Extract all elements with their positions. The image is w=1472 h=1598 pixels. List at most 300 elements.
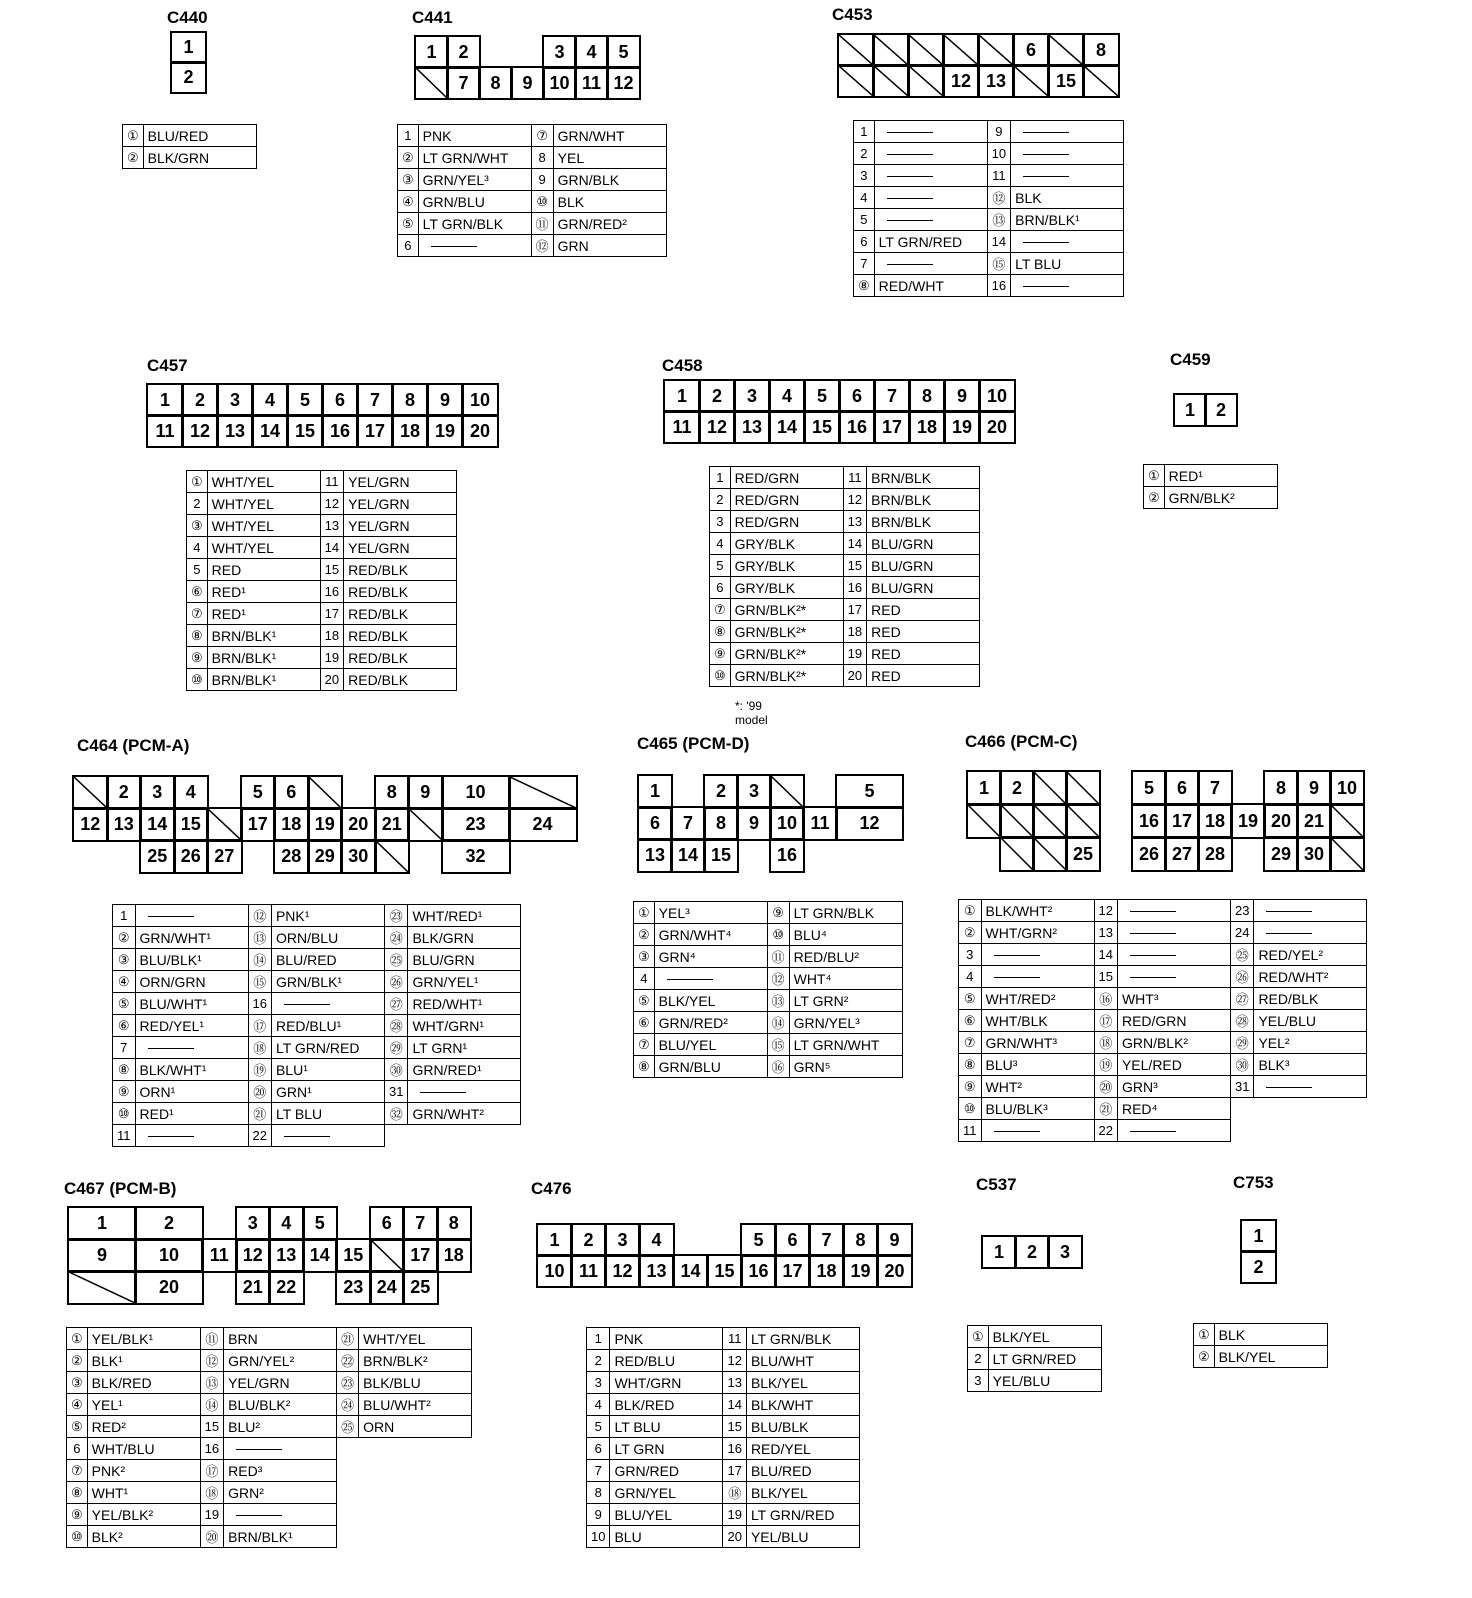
pin-number: ④ [113, 971, 136, 993]
pinout-row [113, 1081, 521, 1103]
terminal-1: 1 [537, 1224, 572, 1256]
terminal-13: 13 [734, 411, 770, 443]
pinout-row [398, 191, 667, 213]
pinout-row [634, 924, 903, 946]
terminal-1: 1 [664, 380, 700, 412]
empty-cell [408, 1125, 521, 1147]
terminal-28: 28 [1198, 837, 1232, 871]
terminal-1: 1 [982, 1236, 1016, 1268]
blank-cavity [370, 1239, 405, 1272]
wire-none [1023, 286, 1069, 287]
pin-number: 14 [1094, 944, 1117, 966]
pin-number: 8 [531, 147, 553, 169]
wire-none [284, 1136, 330, 1137]
pin-number: 13 [1094, 922, 1117, 944]
pin-number: 8 [587, 1482, 610, 1504]
pinout-row [710, 467, 980, 489]
wire-color: RED/GRN [730, 489, 843, 511]
pinout-row [187, 471, 457, 493]
pinout-row [113, 905, 521, 927]
wire-color: RED/BLK [344, 603, 457, 625]
wire-color: BLK/YEL [1214, 1346, 1327, 1368]
terminal-13: 13 [638, 839, 672, 872]
wire-none [887, 220, 933, 221]
pin-number: ⑦ [187, 603, 208, 625]
pin-number: 4 [587, 1394, 610, 1416]
terminal-2: 2 [182, 384, 218, 416]
pin-number: 7 [854, 253, 875, 275]
wire-none [1130, 977, 1176, 978]
pinout-row [398, 147, 667, 169]
terminal-8: 8 [704, 807, 738, 840]
pin-number: 23 [1230, 900, 1253, 922]
pinout-row [634, 1034, 903, 1056]
pin-number: 6 [587, 1438, 610, 1460]
terminal-6: 6 [839, 380, 875, 412]
terminal-9: 9 [68, 1239, 136, 1272]
wire-color: RED⁴ [1117, 1098, 1230, 1120]
pin-number: ⑰ [248, 1015, 271, 1037]
wire-none [236, 1449, 282, 1450]
wire-color: BLU/RED [143, 125, 256, 147]
terminal-5: 5 [241, 776, 276, 809]
wire-color [135, 1125, 248, 1147]
pin-number: ⑨ [767, 902, 789, 924]
wire-color [1011, 275, 1124, 297]
blank-cavity [1083, 65, 1119, 97]
blank-cavity [308, 776, 343, 809]
wire-color: BLK/GRN [408, 927, 521, 949]
terminal-2: 2 [1241, 1251, 1276, 1283]
pin-number: ⑧ [67, 1482, 88, 1504]
blank-cavity [838, 65, 874, 97]
wire-none [1266, 1087, 1312, 1088]
pin-number: 5 [587, 1416, 610, 1438]
pinout-row [113, 993, 521, 1015]
terminal-8: 8 [909, 380, 945, 412]
wire-color: RED/GRN [730, 467, 843, 489]
wire-color: LT GRN² [789, 990, 902, 1012]
pin-number: ㉖ [1230, 966, 1253, 988]
wire-color: BLK/RED [87, 1372, 200, 1394]
pin-number: ㉜ [384, 1103, 407, 1125]
terminal-15: 15 [707, 1255, 742, 1287]
pinout-table [958, 899, 1367, 1142]
wire-color: WHT/RED¹ [408, 905, 521, 927]
pinout-row [587, 1438, 860, 1460]
wire-color [1011, 143, 1124, 165]
pin-number: 6 [67, 1438, 88, 1460]
terminal-30: 30 [1297, 837, 1331, 871]
wire-color: WHT/YEL [207, 471, 320, 493]
wire-color [981, 966, 1094, 988]
terminal-18: 18 [909, 411, 945, 443]
terminal-3: 3 [734, 380, 770, 412]
wire-color: GRN/RED² [553, 213, 666, 235]
terminal-9: 9 [944, 380, 980, 412]
pin-number: ⑧ [854, 275, 875, 297]
pin-number: ① [187, 471, 208, 493]
wire-color: GRN/WHT² [408, 1103, 521, 1125]
wire-color: WHT/YEL [207, 537, 320, 559]
wire-none [1023, 176, 1069, 177]
pinout-row [187, 647, 457, 669]
wire-color: LT GRN¹ [408, 1037, 521, 1059]
blank-cavity [1330, 804, 1364, 838]
pin-number: ① [1144, 465, 1165, 487]
terminal-6: 6 [775, 1224, 810, 1256]
wire-none [887, 198, 933, 199]
pinout-row [67, 1350, 472, 1372]
terminal-25: 25 [140, 840, 175, 873]
pin-number: ㉔ [384, 927, 407, 949]
wire-color: GRN/BLK¹ [271, 971, 384, 993]
pin-number: ⑤ [67, 1416, 88, 1438]
wire-color: YEL/GRN [344, 515, 457, 537]
wire-color: GRN/BLK² [1164, 487, 1277, 509]
pin-number: 10 [987, 143, 1010, 165]
pin-number: ⑰ [1094, 1010, 1117, 1032]
terminal-26: 26 [174, 840, 209, 873]
connector-face [537, 1224, 911, 1286]
blank-cavity [207, 808, 242, 841]
terminal-17: 17 [357, 415, 393, 447]
pin-number: ⑦ [634, 1034, 655, 1056]
terminal-17: 17 [874, 411, 910, 443]
pinout-table [122, 124, 257, 169]
wire-color: GRN/RED¹ [408, 1059, 521, 1081]
pin-number: 4 [854, 187, 875, 209]
terminal-9: 9 [427, 384, 463, 416]
pinout-row [959, 966, 1367, 988]
pin-number: 12 [723, 1350, 746, 1372]
pinout-row [587, 1460, 860, 1482]
pinout-row [959, 1076, 1367, 1098]
pin-number: ⑦ [959, 1032, 982, 1054]
wire-color: GRN/BLK²* [730, 643, 843, 665]
wire-color: BLK/YEL [746, 1372, 859, 1394]
pin-number: ⑯ [1094, 988, 1117, 1010]
pinout-row [959, 1054, 1367, 1076]
terminal-7: 7 [1198, 771, 1232, 805]
pin-number: 22 [248, 1125, 271, 1147]
terminal-20: 20 [1264, 804, 1298, 838]
wire-color [981, 944, 1094, 966]
terminal-9: 9 [511, 67, 544, 99]
blank-cavity [978, 34, 1014, 66]
pin-number: 11 [320, 471, 343, 493]
wire-color: RED [867, 621, 980, 643]
connector-face [982, 1236, 1081, 1267]
pinout-row [187, 603, 457, 625]
terminal-21: 21 [1297, 804, 1331, 838]
wire-color: YEL/BLU [746, 1526, 859, 1548]
connector-face [68, 1207, 504, 1303]
wire-none [887, 264, 933, 265]
wire-none [887, 132, 933, 133]
wire-color [1117, 900, 1230, 922]
blank-cavity [1048, 34, 1084, 66]
terminal-18: 18 [437, 1239, 472, 1272]
terminal-12: 12 [605, 1255, 640, 1287]
pin-number: ② [959, 922, 982, 944]
pin-number: 6 [710, 577, 731, 599]
pin-number: 11 [843, 467, 866, 489]
pin-number: ① [1194, 1324, 1215, 1346]
connector-title: C476 [531, 1179, 572, 1198]
pin-number: ⑲ [248, 1059, 271, 1081]
terminal-1: 1 [638, 775, 672, 808]
terminal-12: 12 [943, 65, 979, 97]
pin-number: ② [1144, 487, 1165, 509]
pin-number: ⑬ [200, 1372, 223, 1394]
wire-color: PNK [610, 1328, 723, 1350]
terminal-9: 9 [877, 1224, 912, 1256]
wire-color [874, 187, 987, 209]
pinout-row [187, 515, 457, 537]
terminal-4: 4 [769, 380, 805, 412]
terminal-10: 10 [462, 384, 498, 416]
wire-color: YEL² [1254, 1032, 1367, 1054]
wire-color: BLK [1011, 187, 1124, 209]
wire-color: YEL³ [654, 902, 767, 924]
pinout-row [587, 1328, 860, 1350]
terminal-8: 8 [1264, 771, 1298, 805]
wire-color: BLU¹ [271, 1059, 384, 1081]
wire-color: LT GRN/RED [988, 1348, 1101, 1370]
wire-color [1117, 966, 1230, 988]
pinout-row [634, 1012, 903, 1034]
terminal-10: 10 [537, 1255, 572, 1287]
wire-color: GRN/BLK²* [730, 665, 843, 687]
wire-color: RED/BLK [344, 669, 457, 691]
pin-number: 15 [200, 1416, 223, 1438]
pin-number: 5 [854, 209, 875, 231]
terminal-12: 12 [236, 1239, 271, 1272]
wire-none [1130, 955, 1176, 956]
blank-cavity [1066, 804, 1100, 838]
wire-color: RED [867, 665, 980, 687]
pinout-row [67, 1482, 472, 1504]
terminal-4: 4 [269, 1207, 304, 1240]
empty-cell [384, 1125, 407, 1147]
blank-cavity [415, 67, 448, 99]
wire-color: RED/GRN [730, 511, 843, 533]
pinout-row [187, 559, 457, 581]
pinout-row [710, 599, 980, 621]
pin-number: 22 [1094, 1120, 1117, 1142]
terminal-6: 6 [370, 1207, 405, 1240]
pin-number: ㉑ [337, 1328, 359, 1350]
wire-none [1130, 911, 1176, 912]
wire-color: BRN/BLK¹ [1011, 209, 1124, 231]
wire-color: BRN [224, 1328, 337, 1350]
pin-number: ② [398, 147, 419, 169]
terminal-21: 21 [236, 1271, 271, 1304]
terminal-3: 3 [605, 1224, 640, 1256]
pinout-table [633, 901, 903, 1078]
wire-color: GRN/WHT³ [981, 1032, 1094, 1054]
wire-none [994, 977, 1040, 978]
wire-color: ORN/GRN [135, 971, 248, 993]
terminal-7: 7 [403, 1207, 438, 1240]
terminal-17: 17 [1165, 804, 1199, 838]
wire-color: PNK² [87, 1460, 200, 1482]
pin-number: ⑤ [398, 213, 419, 235]
terminal-17: 17 [775, 1255, 810, 1287]
wire-color: WHT² [981, 1076, 1094, 1098]
terminal-1: 1 [1174, 394, 1206, 426]
blank-cavity [770, 775, 804, 808]
terminal-13: 13 [978, 65, 1014, 97]
terminal-19: 19 [1231, 804, 1265, 838]
terminal-20: 20 [462, 415, 498, 447]
terminal-20: 20 [979, 411, 1015, 443]
pin-number: 6 [854, 231, 875, 253]
pin-number: 15 [723, 1416, 746, 1438]
wire-color: LT GRN/RED [271, 1037, 384, 1059]
connector-face [967, 771, 1363, 870]
pinout-row [587, 1482, 860, 1504]
wire-color: LT BLU [271, 1103, 384, 1125]
pin-number: ⑩ [710, 665, 731, 687]
pin-number: 11 [959, 1120, 982, 1142]
pinout-row [587, 1394, 860, 1416]
wire-color [1117, 1120, 1230, 1142]
pinout-row [968, 1348, 1102, 1370]
pin-number: 12 [843, 489, 866, 511]
wire-color: BLK/BLU [359, 1372, 472, 1394]
terminal-25: 25 [403, 1271, 438, 1304]
pin-number: ⑱ [723, 1482, 746, 1504]
pinout-row [854, 275, 1124, 297]
pin-number: 13 [320, 515, 343, 537]
pin-number: 3 [710, 511, 731, 533]
pin-number: ⑮ [987, 253, 1010, 275]
wire-color [981, 1120, 1094, 1142]
terminal-2: 2 [699, 380, 735, 412]
terminal-4: 4 [575, 36, 608, 68]
terminal-29: 29 [308, 840, 343, 873]
pinout-row [587, 1526, 860, 1548]
pinout-row [1194, 1324, 1328, 1346]
wire-color: YEL [553, 147, 666, 169]
pin-number: ⑬ [987, 209, 1010, 231]
terminal-27: 27 [207, 840, 242, 873]
pin-number: 20 [843, 665, 866, 687]
pin-number: ⑭ [767, 1012, 789, 1034]
wire-color: BLK² [87, 1526, 200, 1548]
pin-number: 20 [723, 1526, 746, 1548]
pinout-table [186, 470, 457, 691]
wire-color [1254, 1076, 1367, 1098]
wire-color: RED¹ [207, 603, 320, 625]
wire-none [1023, 242, 1069, 243]
connector-title: C458 [662, 356, 703, 375]
wire-color: RED/BLK [344, 625, 457, 647]
pinout-row [634, 946, 903, 968]
pin-number: 3 [854, 165, 875, 187]
pin-number: 9 [987, 121, 1010, 143]
pinout-row [398, 213, 667, 235]
terminal-11: 11 [202, 1239, 237, 1272]
wire-color: LT GRN/BLK [746, 1328, 859, 1350]
wire-color: RED/BLU [610, 1350, 723, 1372]
wire-color [874, 253, 987, 275]
wire-color: YEL/BLU [988, 1370, 1101, 1392]
wire-none [284, 1004, 330, 1005]
terminal-7: 7 [809, 1224, 844, 1256]
blank-cavity [68, 1271, 136, 1304]
wire-color [874, 165, 987, 187]
terminal-10: 10 [770, 807, 804, 840]
pin-number: ⑫ [200, 1350, 223, 1372]
pin-number: 15 [843, 555, 866, 577]
pinout-row [854, 231, 1124, 253]
wire-color: BLK/YEL [988, 1326, 1101, 1348]
pin-number: ⑪ [767, 946, 789, 968]
wire-color: PNK [418, 125, 531, 147]
terminal-1: 1 [147, 384, 183, 416]
empty-cell [337, 1460, 359, 1482]
pinout-table [397, 124, 667, 257]
pin-number: ⑩ [187, 669, 208, 691]
pin-number: ① [123, 125, 144, 147]
pin-number: ⑧ [187, 625, 208, 647]
terminal-3: 3 [737, 775, 771, 808]
terminal-23: 23 [442, 808, 510, 841]
wire-color: GRN/YEL³ [789, 1012, 902, 1034]
wire-color [874, 143, 987, 165]
pin-number: 12 [320, 493, 343, 515]
pin-number: ② [67, 1350, 88, 1372]
pin-number: ⑤ [634, 990, 655, 1012]
blank-cavity [408, 808, 443, 841]
pin-number: ⑬ [767, 990, 789, 1012]
wire-color: BLK/WHT [746, 1394, 859, 1416]
wire-none [667, 979, 713, 980]
connector-title: C440 [167, 8, 208, 27]
pin-number: 13 [843, 511, 866, 533]
pin-number: 10 [587, 1526, 610, 1548]
wire-color: WHT/BLU [87, 1438, 200, 1460]
pinout-table [709, 466, 980, 687]
wire-none [148, 916, 194, 917]
terminal-5: 5 [1132, 771, 1166, 805]
terminal-8: 8 [1083, 34, 1119, 66]
wire-color: GRN/RED² [654, 1012, 767, 1034]
pin-number: ⑪ [531, 213, 553, 235]
wire-color: GRN² [224, 1482, 337, 1504]
empty-cell [1254, 1120, 1367, 1142]
terminal-13: 13 [107, 808, 142, 841]
wire-none [148, 1048, 194, 1049]
pinout-row [67, 1460, 472, 1482]
pin-number: ⑧ [710, 621, 731, 643]
terminal-14: 14 [140, 808, 175, 841]
wire-color: BLU/WHT² [359, 1394, 472, 1416]
terminal-22: 22 [269, 1271, 304, 1304]
pin-number: 18 [320, 625, 343, 647]
wire-color: YEL/BLK² [87, 1504, 200, 1526]
pinout-row [959, 944, 1367, 966]
terminal-1: 1 [967, 771, 1001, 805]
empty-cell [1230, 1120, 1253, 1142]
wire-color: RED [867, 643, 980, 665]
pinout-row [113, 1059, 521, 1081]
pinout-row [710, 621, 980, 643]
terminal-5: 5 [607, 36, 640, 68]
